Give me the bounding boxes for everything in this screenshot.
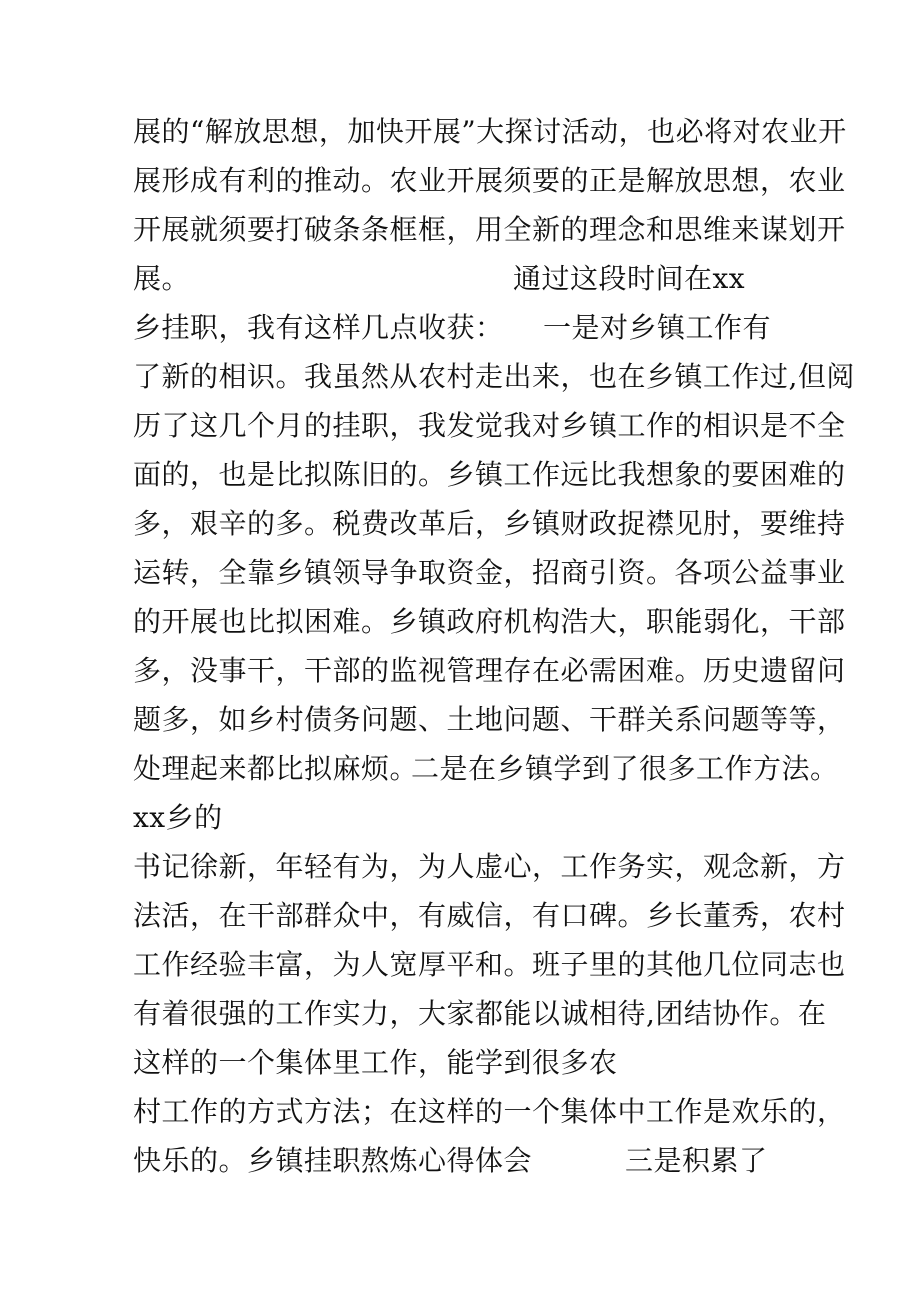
text-line bbox=[133, 1141, 833, 1181]
text-line: 村工作的方式方法；在这样的一个集体中工作是欢乐的， bbox=[133, 1095, 846, 1128]
text-line: 历了这几个月的挂职，我发觉我对乡镇工作的相识是不全 bbox=[133, 409, 846, 442]
text-line: 工作经验丰富，为人宽厚平和。班子里的其他几位同志也 bbox=[133, 948, 846, 981]
text-line: 展的“解放思想，加快开展”大探讨活动，也必将对农业开 bbox=[133, 115, 847, 148]
text-line: xx乡的 bbox=[133, 801, 223, 834]
text-segment: 乡挂职，我有这样几点收获： bbox=[133, 311, 504, 344]
text-line: 书记徐新，年轻有为，为人虚心，工作务实，观念新，方 bbox=[133, 850, 846, 883]
text-segment: 快乐的。乡镇挂职熬炼心得体会 bbox=[133, 1144, 533, 1177]
text-segment: 二是在乡镇学到了很多工作方法。 bbox=[411, 752, 839, 785]
text-line bbox=[133, 308, 833, 348]
text-line bbox=[133, 749, 839, 789]
text-line: 的开展也比拟困难。乡镇政府机构浩大，职能弱化，干部 bbox=[133, 605, 846, 638]
text-line: 有着很强的工作实力，大家都能以诚相待,团结协作。在 bbox=[133, 997, 827, 1030]
text-segment: 通过这段时间在xx bbox=[513, 262, 746, 295]
text-line: 法活，在干部群众中，有威信，有口碑。乡长董秀，农村 bbox=[133, 899, 846, 932]
text-line bbox=[133, 259, 833, 299]
text-segment: 处理起来都比拟麻烦。 bbox=[133, 752, 419, 785]
text-segment: 三是积累了 bbox=[625, 1144, 768, 1177]
text-line: 面的，也是比拟陈旧的。乡镇工作远比我想象的要困难的 bbox=[133, 458, 846, 491]
text-line: 这样的一个集体里工作，能学到很多农 bbox=[133, 1046, 618, 1079]
text-line: 了新的相识。我虽然从农村走出来，也在乡镇工作过,但阅 bbox=[133, 360, 855, 393]
text-line: 展形成有利的推动。农业开展须要的正是解放思想，农业 bbox=[133, 164, 846, 197]
text-line: 运转，全靠乡镇领导争取资金，招商引资。各项公益事业 bbox=[133, 556, 846, 589]
text-line: 开展就须要打破条条框框，用全新的理念和思维来谋划开 bbox=[133, 213, 846, 246]
text-line: 多，艰辛的多。税费改革后，乡镇财政捉襟见肘，要维持 bbox=[133, 507, 846, 540]
text-line: 多，没事干，干部的监视管理存在必需困难。历史遗留问 bbox=[133, 654, 846, 687]
text-segment: 展。 bbox=[133, 262, 191, 295]
text-line: 题多，如乡村债务问题、土地问题、干群关系问题等等， bbox=[133, 703, 846, 736]
text-segment: 一是对乡镇工作有 bbox=[543, 311, 772, 344]
